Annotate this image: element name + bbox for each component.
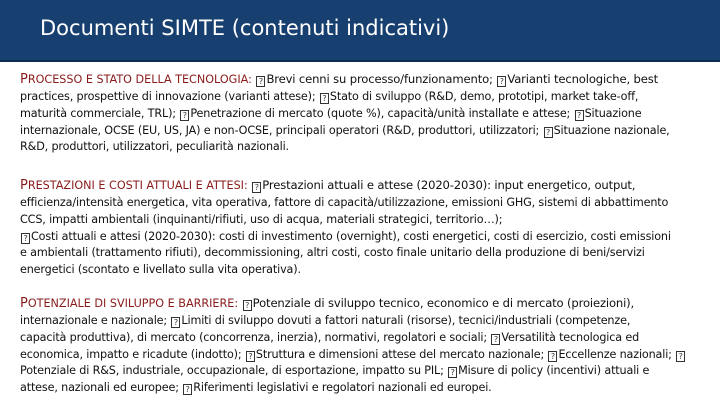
missing-glyph-icon: ?	[21, 233, 30, 244]
slide-title: Documenti SIMTE (contenuti indicativi)	[40, 16, 450, 40]
text-segment: Eccellenze nazionali;	[558, 347, 676, 361]
text-segment: CCS, impatti ambientali (inquinanti/rifiuti, uso di acqua, materiali strategici, territorio…);	[20, 212, 503, 226]
text-line	[20, 294, 686, 313]
text-segment: Situazione	[584, 106, 642, 120]
missing-glyph-icon: ?	[497, 76, 506, 87]
text-segment: Limiti di sviluppo dovuti a fattori naturali (risorse), tecnici/industriali (competenze,	[181, 314, 631, 327]
text-segment: internazionale, OCSE (EU, US, JA) e non-OCSE, principali operatori (R&D, produttori, utilizzatori;	[20, 123, 543, 137]
text-line	[20, 106, 670, 123]
section-processo	[20, 70, 670, 156]
heading-text: RESTAZIONI E COSTI ATTUALI E ATTESI:	[27, 179, 248, 192]
missing-glyph-icon: ?	[320, 93, 329, 104]
text-segment: economica, impatto e ricadute (indotto);	[20, 347, 245, 361]
text-segment: Situazione nazionale,	[553, 123, 670, 137]
section-heading	[20, 73, 252, 86]
text-segment: e ambientali (trattamento rifiuti), decommissioning, altri costi, costo finale unitario della produzione di beni/servizi	[20, 246, 645, 260]
text-segment: Stato di sviluppo (R&D, demo, prototipi, market take-off,	[329, 90, 639, 103]
text-segment: Misure di policy (incentivi) attuali e	[458, 364, 650, 378]
text-line	[20, 70, 670, 89]
text-line	[20, 363, 686, 380]
text-segment: Struttura e dimensioni attese del mercato nazionale;	[255, 347, 548, 361]
text-segment	[252, 72, 256, 86]
text-segment	[238, 296, 242, 310]
text-line	[20, 313, 686, 330]
missing-glyph-icon: ?	[180, 110, 189, 121]
text-segment: practices, prospettive di innovazione (varianti attese);	[20, 90, 319, 103]
text-segment: Potenziale di sviluppo tecnico, economico e di mercato (proiezioni),	[252, 296, 635, 310]
text-line	[20, 212, 671, 229]
text-line	[20, 347, 686, 364]
missing-glyph-icon: ?	[243, 300, 252, 311]
text-segment: Versatilità tecnologica ed	[501, 330, 640, 344]
section-prestazioni	[20, 176, 671, 279]
missing-glyph-icon: ?	[171, 317, 180, 328]
text-segment: Prestazioni attuali e attese (2020-2030): input energetico, output,	[262, 178, 636, 192]
missing-glyph-icon: ?	[448, 367, 457, 378]
text-segment: Brevi cenni su processo/funzionamento;	[266, 72, 497, 86]
text-segment: Penetrazione di mercato (quote %), capacità/unità installate e attese;	[190, 106, 574, 120]
missing-glyph-icon: ?	[548, 351, 557, 362]
text-segment: Varianti tecnologiche, best	[507, 72, 658, 86]
missing-glyph-icon: ?	[676, 351, 685, 362]
text-segment: energetici (scontato e livellato sulla vita operativa).	[20, 263, 301, 277]
text-segment: efficienza/intensità energetica, vita operativa, fattore di capacità/utilizzazione, emissioni GHG, sistemi di abbattimento	[20, 196, 669, 209]
text-line	[20, 262, 671, 279]
text-line	[20, 176, 671, 195]
text-line	[20, 330, 686, 347]
missing-glyph-icon: ?	[575, 110, 584, 121]
missing-glyph-icon: ?	[183, 384, 192, 395]
text-segment: Potenziale di R&S, industriale, occupazionale, di esportazione, impatto su PIL;	[20, 364, 448, 378]
text-segment	[248, 178, 252, 192]
slide-header	[0, 0, 720, 62]
text-segment: maturità commerciale, TRL);	[20, 106, 180, 120]
missing-glyph-icon: ?	[256, 76, 265, 87]
text-segment: R&D, produttori, utilizzatori, peculiarità nazionali.	[20, 140, 289, 154]
text-segment: attese, nazionali ed europee;	[20, 381, 183, 395]
missing-glyph-icon: ?	[491, 334, 500, 345]
text-segment: Riferimenti legislativi e regolatori nazionali ed europei.	[193, 381, 492, 395]
section-heading	[20, 297, 238, 310]
missing-glyph-icon: ?	[544, 127, 553, 138]
section-potenziale	[20, 294, 686, 397]
heading-initial: P	[20, 296, 28, 311]
missing-glyph-icon: ?	[246, 351, 255, 362]
text-line	[20, 89, 670, 106]
text-segment: internazionale e nazionale;	[20, 314, 171, 327]
text-segment: Costi attuali e attesi (2020-2030): costi di investimento (overnight), costi energetici, costi di esercizio, costi emissioni	[31, 229, 671, 243]
text-line	[20, 245, 671, 262]
heading-text: ROCESSO E STATO DELLA TECNOLOGIA:	[27, 73, 252, 86]
heading-initial: P	[20, 72, 28, 87]
text-line	[20, 195, 671, 212]
missing-glyph-icon: ?	[252, 182, 261, 193]
heading-text: OTENZIALE DI SVILUPPO E BARRIERE:	[27, 297, 239, 310]
text-line	[20, 229, 671, 246]
section-heading	[20, 179, 248, 192]
text-line	[20, 380, 686, 397]
text-line	[20, 139, 670, 156]
heading-initial: P	[20, 178, 28, 193]
text-segment: capacità produttiva), di mercato (concorrenza, inerzia), normativi, regolatori e sociali;	[20, 330, 491, 344]
text-line	[20, 123, 670, 140]
